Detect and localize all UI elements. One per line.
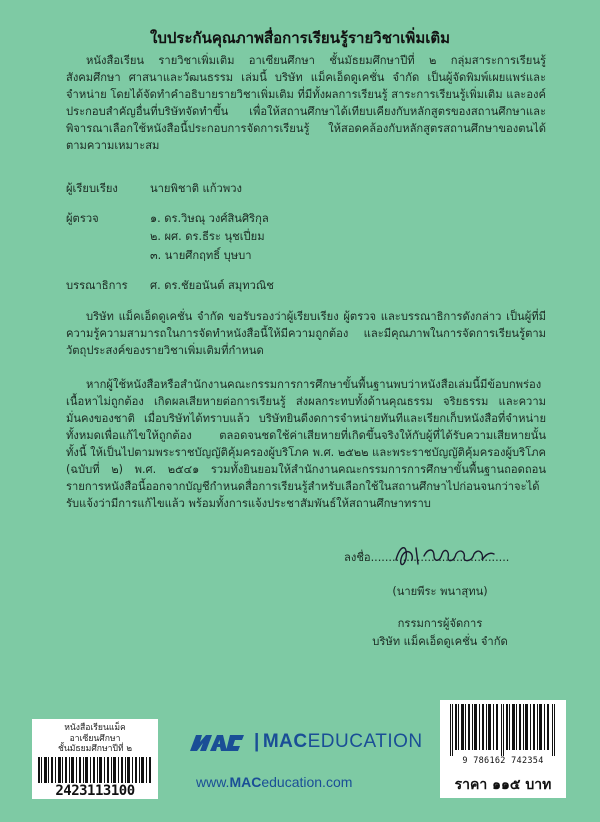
isbn-barcode-box (440, 700, 566, 798)
author-label: ผู้เรียบเรียง (66, 182, 118, 195)
reviewers-label: ผู้ตรวจ (66, 212, 99, 225)
website-prefix: www. (196, 774, 230, 790)
reviewer-item: ๑. ดร.วิษณุ วงศ์สินศิริกุล (150, 212, 269, 225)
reviewer-item: ๓. นายศึกฤทธิ์ บุษบา (150, 249, 252, 262)
reviewer-item: ๒. ผศ. ดร.ธีระ นุชเปี่ยม (150, 230, 265, 243)
website-suffix: education.com (261, 774, 353, 790)
page-title: ใบประกันคุณภาพสื่อการเรียนรู้รายวิชาเพิ่มเติม (150, 29, 450, 47)
brand-wordmark: | MACEDUCATION (254, 731, 423, 752)
signer-name: (นายพีระ พนาสุทน) (392, 585, 488, 598)
catalog-line-2: อาเซียนศึกษา (69, 733, 121, 744)
author-name: นายพิชาติ แก้วพวง (150, 182, 242, 195)
catalog-label (32, 719, 158, 799)
price-label: ราคา ๑๑๕ บาท (454, 777, 552, 793)
catalog-line-1: หนังสือเรียนแม็ค (64, 723, 126, 733)
brand-suffix: EDUCATION (307, 731, 423, 752)
isbn-barcode (446, 704, 560, 756)
signer-company: บริษัท แม็คเอ็ดดูเคชั่น จำกัด (372, 635, 508, 648)
catalog-line-3: ชั้นมัธยมศึกษาปีที่ ๒ (58, 744, 132, 754)
website-url[interactable] (196, 774, 352, 790)
isbn-digits: 9 786162 742354 (462, 756, 544, 766)
liability-paragraph: หากผู้ใช้หนังสือหรือสำนักงานคณะกรรมการการศึกษาขั้นพื้นฐานพบว่าหนังสือเล่มนี้มีข้อบกพร่อง เนื้อหาไม่ถูกต้อง เกิดผลเสียหายต่อการเรียนรู้ ส่งผลกระทบทั้งด้านคุณธรรม จริยธรรม และความมั่นคงของชาติ เมื่อบริษัทได้ทราบแล้ว บริษัทยินดีงดการจำหน่ายทันทีและเรียกเก็บหนังสือที่จำหน่ายทั้งหมดเพื่อแก้ไขให้ถูกต้อง ตลอดจนชดใช้ค่าเสียหายที่เกิดขึ้นจริงให้กับผู้ที่ได้รับความเสียหายนั้น ทั้งนี้ ให้เป็นไปตามพระราชบัญญัติคุ้มครองผู้บริโภค พ.ศ. ๒๕๒๒ และพระราชบัญญัติคุ้มครองผู้บริโภค (ฉบับที่ ๒) พ.ศ. ๒๕๔๑ รวมทั้งยินยอมให้สำนักงานคณะกรรมการการศึกษาขั้นพื้นฐานถอดถอนรายการหนังสือนี้ออกจากบัญชีกำหนดสื่อการเรียนรู้สำหรับเลือกใช้ในสถานศึกษาไปก่อนจนกว่าจะได้รับแจ้งว่ามีการแก้ไขแล้ว พร้อมทั้งการแจ้งประชาสัมพันธ์ให้สถานศึกษาทราบ (66, 378, 546, 510)
brand-prefix: MAC (262, 731, 308, 752)
signer-position: กรรมการผู้จัดการ (397, 617, 483, 630)
website-brand: MAC (229, 774, 262, 790)
catalog-label-text (36, 723, 154, 755)
catalog-barcode (38, 757, 152, 783)
mac-logo-icon (190, 734, 248, 752)
editor-label: บรรณาธิการ (66, 279, 128, 292)
signature-scribble (390, 538, 500, 572)
guarantee-paragraph: บริษัท แม็คเอ็ดดูเคชั่น จำกัด ขอรับรองว่าผู้เรียบเรียง ผู้ตรวจ และบรรณาธิการดังกล่าว เป็นผู้ที่มีความรู้ความสามารถในการจัดทำหนังสือนี้ให้มีความถูกต้อง และมีคุณภาพในการจัดการเรียนรู้ตามวัตถุประสงค์ของรายวิชาเพิ่มเติมที่กำหนด (66, 310, 546, 357)
sign-label: ลงชื่อ....................................... (344, 551, 510, 564)
intro-paragraph: หนังสือเรียน รายวิชาเพิ่มเติม อาเซียนศึกษา ชั้นมัธยมศึกษาปีที่ ๒ กลุ่มสาระการเรียนรู้สังคมศึกษา ศาสนาและวัฒนธรรม เล่มนี้ บริษัท แม็คเอ็ดดูเคชั่น จำกัด เป็นผู้จัดพิมพ์เผยแพร่และจำหน่าย โดยได้จัดทำคำอธิบายรายวิชาเพิ่มเติม ที่มีทั้งผลการเรียนรู้ สาระการเรียนรู้เพิ่มเติม และองค์ประกอบสำคัญอื่นที่บริษัทจัดทำขึ้น เพื่อให้สถานศึกษาได้เทียบเคียงกับหลักสูตรของสถานศึกษาและพิจารณาเลือกใช้หนังสือนี้ประกอบการจัดการเรียนรู้ ให้สอดคล้องกับหลักสูตรสถานศึกษาของตนได้ตามความเหมาะสม (66, 54, 546, 152)
catalog-code: 2423113100 (55, 783, 135, 799)
editor-name: ศ. ดร.ชัยอนันต์ สมุทวณิช (150, 279, 274, 292)
